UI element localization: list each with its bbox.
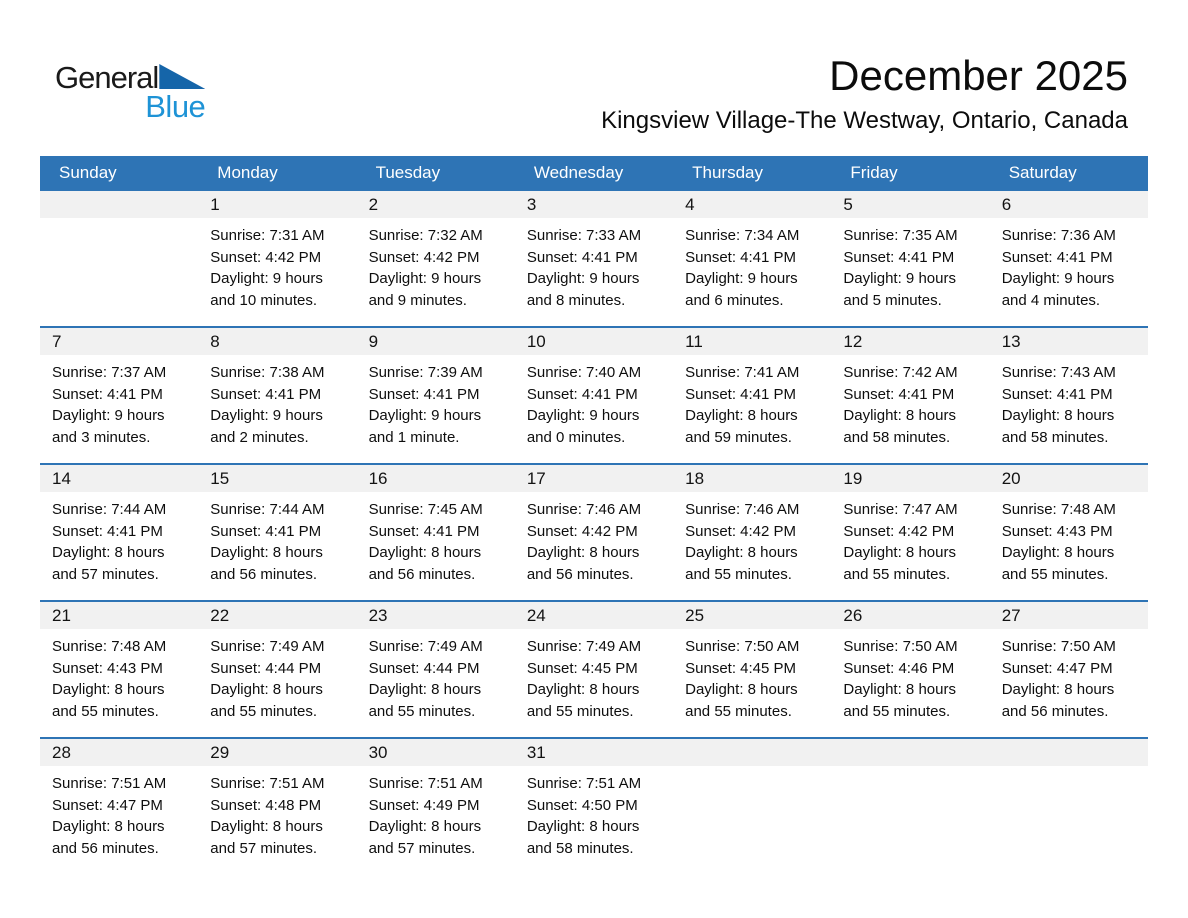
page-title: December 2025 (829, 52, 1128, 99)
sunset-text: Sunset: 4:41 PM (52, 522, 163, 540)
day-cell (673, 602, 831, 737)
daylight-line2: and 0 minutes. (526, 428, 626, 446)
day-number-band (990, 465, 1148, 492)
day-number: 15 (210, 469, 230, 489)
day-details (515, 766, 673, 859)
day-number: 5 (843, 195, 853, 215)
page-subtitle: Kingsview Village-The Westway, Ontario, Canada (601, 107, 1128, 135)
day-details (990, 492, 1148, 585)
day-details (357, 355, 515, 448)
day-details (40, 629, 198, 722)
day-details (673, 629, 831, 722)
day-number: 23 (368, 606, 388, 626)
weekday-cell (673, 156, 831, 189)
daylight-line2: and 1 minute. (368, 428, 460, 446)
day-cell (515, 328, 673, 463)
day-cell (40, 328, 198, 463)
day-number-band (990, 739, 1148, 766)
day-number-band (831, 739, 989, 766)
day-details (198, 355, 356, 448)
day-number: 7 (52, 332, 62, 352)
sunrise-text: Sunrise: 7:44 AM (210, 501, 325, 519)
day-number-band (990, 602, 1148, 629)
daylight-line1: Daylight: 9 hours (1001, 270, 1115, 288)
daylight-line2: and 55 minutes. (52, 702, 159, 720)
day-number: 16 (368, 469, 388, 489)
calendar-table (40, 156, 1148, 874)
sunset-text: Sunset: 4:41 PM (526, 385, 638, 403)
sunset-text: Sunset: 4:42 PM (210, 248, 322, 266)
day-details (40, 218, 198, 225)
sunset-text: Sunset: 4:49 PM (368, 796, 480, 814)
day-cell (357, 602, 515, 737)
day-number-band (515, 465, 673, 492)
daylight-line1: Daylight: 8 hours (52, 681, 165, 699)
day-number-band (515, 739, 673, 766)
day-number-band (40, 328, 198, 355)
day-number: 26 (843, 606, 863, 626)
week-row (40, 326, 1148, 463)
sunrise-text: Sunrise: 7:37 AM (52, 364, 167, 382)
day-number: 2 (368, 195, 379, 215)
day-number: 20 (1001, 469, 1021, 489)
day-details (990, 355, 1148, 448)
day-number-band (357, 602, 515, 629)
sunset-text: Sunset: 4:42 PM (368, 248, 480, 266)
day-cell (40, 602, 198, 737)
daylight-line2: and 3 minutes. (52, 428, 151, 446)
day-number-band (673, 465, 831, 492)
daylight-line1: Daylight: 9 hours (526, 270, 640, 288)
day-number: 3 (526, 195, 537, 215)
sunrise-text: Sunrise: 7:38 AM (210, 364, 325, 382)
logo-top-row (55, 62, 205, 93)
weekday-label: Wednesday (533, 162, 624, 182)
daylight-line1: Daylight: 9 hours (685, 270, 798, 288)
day-number-band (831, 602, 989, 629)
week-row (40, 600, 1148, 737)
day-details (198, 492, 356, 585)
weekday-cell (990, 156, 1148, 189)
daylight-line2: and 6 minutes. (685, 291, 784, 309)
day-details (673, 766, 831, 773)
day-number: 13 (1001, 332, 1021, 352)
day-cell (40, 465, 198, 600)
daylight-line1: Daylight: 8 hours (52, 818, 165, 836)
day-details (673, 492, 831, 585)
sunrise-text: Sunrise: 7:34 AM (685, 227, 800, 245)
day-number: 30 (368, 743, 388, 763)
sunset-text: Sunset: 4:45 PM (526, 659, 638, 677)
daylight-line1: Daylight: 8 hours (685, 544, 798, 562)
sunrise-text: Sunrise: 7:40 AM (526, 364, 642, 382)
day-number: 18 (685, 469, 705, 489)
day-cell (198, 739, 356, 874)
sunrise-text: Sunrise: 7:51 AM (52, 775, 167, 793)
sunrise-text: Sunrise: 7:35 AM (843, 227, 958, 245)
day-number: 21 (52, 606, 71, 626)
day-number-band (515, 191, 673, 218)
day-cell (831, 602, 989, 737)
day-details (515, 492, 673, 585)
sunset-text: Sunset: 4:47 PM (52, 796, 163, 814)
day-details (990, 218, 1148, 311)
day-number: 22 (210, 606, 230, 626)
day-number-band (198, 328, 356, 355)
daylight-line2: and 8 minutes. (526, 291, 626, 309)
daylight-line2: and 58 minutes. (1001, 428, 1109, 446)
sunrise-text: Sunrise: 7:45 AM (368, 501, 483, 519)
day-details (40, 355, 198, 448)
day-details (831, 355, 989, 448)
daylight-line2: and 57 minutes. (368, 839, 476, 857)
day-number-band (40, 191, 198, 218)
day-number: 8 (210, 332, 220, 352)
daylight-line2: and 57 minutes. (210, 839, 318, 857)
day-details (198, 766, 356, 859)
general-blue-logo (55, 62, 205, 122)
week-row (40, 189, 1148, 326)
sunset-text: Sunset: 4:41 PM (368, 522, 480, 540)
daylight-line1: Daylight: 9 hours (843, 270, 956, 288)
daylight-line1: Daylight: 8 hours (526, 818, 640, 836)
weekday-label: Sunday (59, 162, 117, 182)
day-number-band (673, 191, 831, 218)
day-number: 14 (52, 469, 71, 489)
day-cell (198, 328, 356, 463)
daylight-line2: and 56 minutes. (1001, 702, 1109, 720)
daylight-line1: Daylight: 9 hours (368, 407, 482, 425)
daylight-line2: and 56 minutes. (210, 565, 318, 583)
sunrise-text: Sunrise: 7:51 AM (368, 775, 483, 793)
sunrise-text: Sunrise: 7:32 AM (368, 227, 483, 245)
sunrise-text: Sunrise: 7:46 AM (685, 501, 800, 519)
sunrise-text: Sunrise: 7:49 AM (368, 638, 483, 656)
empty-day-cell (40, 191, 198, 326)
daylight-line1: Daylight: 8 hours (526, 681, 640, 699)
day-number: 27 (1001, 606, 1021, 626)
sunset-text: Sunset: 4:45 PM (685, 659, 797, 677)
daylight-line1: Daylight: 9 hours (210, 407, 323, 425)
day-cell (515, 465, 673, 600)
day-number-band (357, 191, 515, 218)
daylight-line2: and 55 minutes. (685, 702, 792, 720)
day-number-band (40, 465, 198, 492)
day-cell (357, 465, 515, 600)
page-header (0, 0, 1188, 135)
sunset-text: Sunset: 4:41 PM (843, 248, 955, 266)
day-number: 11 (685, 332, 703, 352)
sunrise-text: Sunrise: 7:43 AM (1001, 364, 1116, 382)
day-number-band (990, 191, 1148, 218)
day-number: 10 (526, 332, 546, 352)
sunset-text: Sunset: 4:41 PM (526, 248, 638, 266)
sunset-text: Sunset: 4:43 PM (52, 659, 163, 677)
day-number-band (357, 328, 515, 355)
weekday-label: Saturday (1008, 162, 1077, 182)
logo-triangle-icon (159, 64, 205, 89)
weekday-cell (357, 156, 515, 189)
day-details (831, 766, 989, 773)
sunrise-text: Sunrise: 7:31 AM (210, 227, 325, 245)
week-row (40, 737, 1148, 874)
day-cell (990, 191, 1148, 326)
logo-text-blue: Blue (145, 89, 206, 124)
day-cell (357, 739, 515, 874)
day-details (357, 766, 515, 859)
sunrise-text: Sunrise: 7:48 AM (1001, 501, 1116, 519)
day-details (357, 492, 515, 585)
weekday-label: Thursday (692, 162, 763, 182)
day-cell (831, 191, 989, 326)
daylight-line2: and 59 minutes. (685, 428, 792, 446)
sunset-text: Sunset: 4:41 PM (52, 385, 163, 403)
sunset-text: Sunset: 4:43 PM (1001, 522, 1113, 540)
day-details (673, 218, 831, 311)
day-number: 31 (526, 743, 546, 763)
daylight-line1: Daylight: 8 hours (52, 544, 165, 562)
day-number-band (673, 739, 831, 766)
daylight-line2: and 58 minutes. (526, 839, 634, 857)
sunrise-text: Sunrise: 7:46 AM (526, 501, 642, 519)
daylight-line1: Daylight: 8 hours (210, 681, 323, 699)
sunset-text: Sunset: 4:41 PM (368, 385, 480, 403)
sunset-text: Sunset: 4:42 PM (843, 522, 955, 540)
day-details (990, 766, 1148, 773)
daylight-line2: and 9 minutes. (368, 291, 467, 309)
daylight-line2: and 56 minutes. (526, 565, 634, 583)
sunset-text: Sunset: 4:41 PM (685, 385, 797, 403)
daylight-line1: Daylight: 9 hours (368, 270, 482, 288)
day-cell (198, 191, 356, 326)
day-number-band (198, 465, 356, 492)
day-number-band (673, 602, 831, 629)
sunrise-text: Sunrise: 7:42 AM (843, 364, 958, 382)
sunset-text: Sunset: 4:41 PM (843, 385, 955, 403)
daylight-line2: and 55 minutes. (685, 565, 792, 583)
sunset-text: Sunset: 4:50 PM (526, 796, 638, 814)
day-cell (831, 328, 989, 463)
daylight-line2: and 55 minutes. (526, 702, 634, 720)
sunrise-text: Sunrise: 7:50 AM (685, 638, 800, 656)
sunrise-text: Sunrise: 7:44 AM (52, 501, 167, 519)
daylight-line1: Daylight: 9 hours (526, 407, 640, 425)
day-cell (673, 191, 831, 326)
daylight-line2: and 10 minutes. (210, 291, 318, 309)
calendar-grid (40, 189, 1148, 874)
empty-day-cell (990, 739, 1148, 874)
day-details (198, 218, 356, 311)
daylight-line2: and 55 minutes. (1001, 565, 1109, 583)
day-cell (40, 739, 198, 874)
day-number: 12 (843, 332, 863, 352)
day-details (515, 218, 673, 311)
day-details (515, 355, 673, 448)
daylight-line2: and 55 minutes. (843, 702, 951, 720)
day-cell (515, 739, 673, 874)
sunset-text: Sunset: 4:42 PM (685, 522, 797, 540)
sunrise-text: Sunrise: 7:41 AM (685, 364, 800, 382)
day-number-band (831, 191, 989, 218)
daylight-line1: Daylight: 8 hours (843, 407, 956, 425)
daylight-line2: and 56 minutes. (368, 565, 476, 583)
daylight-line1: Daylight: 8 hours (1001, 407, 1115, 425)
weekday-cell (198, 156, 356, 189)
day-cell (515, 191, 673, 326)
sunrise-text: Sunrise: 7:47 AM (843, 501, 958, 519)
daylight-line2: and 58 minutes. (843, 428, 951, 446)
sunset-text: Sunset: 4:47 PM (1001, 659, 1113, 677)
sunrise-text: Sunrise: 7:49 AM (526, 638, 642, 656)
daylight-line2: and 55 minutes. (368, 702, 476, 720)
day-cell (357, 328, 515, 463)
day-number: 9 (368, 332, 379, 352)
weekday-cell (40, 156, 198, 189)
daylight-line1: Daylight: 8 hours (1001, 681, 1115, 699)
day-details (831, 492, 989, 585)
sunset-text: Sunset: 4:46 PM (843, 659, 955, 677)
day-number-band (831, 328, 989, 355)
weekday-label: Tuesday (375, 162, 441, 182)
day-number: 29 (210, 743, 230, 763)
day-details (831, 629, 989, 722)
daylight-line2: and 57 minutes. (52, 565, 159, 583)
day-details (357, 218, 515, 311)
logo-text-general: General (55, 60, 159, 95)
day-number-band (198, 191, 356, 218)
sunrise-text: Sunrise: 7:51 AM (210, 775, 325, 793)
day-details (515, 629, 673, 722)
day-number-band (40, 739, 198, 766)
daylight-line1: Daylight: 8 hours (368, 818, 482, 836)
day-details (40, 766, 198, 859)
sunset-text: Sunset: 4:44 PM (368, 659, 480, 677)
day-number: 25 (685, 606, 705, 626)
day-cell (515, 602, 673, 737)
day-cell (990, 465, 1148, 600)
sunset-text: Sunset: 4:41 PM (210, 522, 322, 540)
daylight-line1: Daylight: 8 hours (368, 544, 482, 562)
daylight-line1: Daylight: 8 hours (210, 818, 323, 836)
day-details (990, 629, 1148, 722)
sunset-text: Sunset: 4:41 PM (1001, 248, 1113, 266)
sunrise-text: Sunrise: 7:39 AM (368, 364, 483, 382)
daylight-line1: Daylight: 8 hours (368, 681, 482, 699)
daylight-line2: and 56 minutes. (52, 839, 159, 857)
day-number: 17 (526, 469, 546, 489)
day-number-band (831, 465, 989, 492)
weekday-label: Friday (850, 162, 898, 182)
day-details (40, 492, 198, 585)
day-number: 28 (52, 743, 71, 763)
sunrise-text: Sunrise: 7:51 AM (526, 775, 642, 793)
day-number: 19 (843, 469, 863, 489)
daylight-line1: Daylight: 8 hours (843, 681, 956, 699)
day-details (673, 355, 831, 448)
day-details (357, 629, 515, 722)
daylight-line2: and 5 minutes. (843, 291, 942, 309)
day-details (198, 629, 356, 722)
sunset-text: Sunset: 4:41 PM (1001, 385, 1113, 403)
day-cell (831, 465, 989, 600)
day-number-band (673, 328, 831, 355)
day-cell (357, 191, 515, 326)
day-number-band (40, 602, 198, 629)
weekday-header-row (40, 156, 1148, 189)
sunrise-text: Sunrise: 7:50 AM (843, 638, 958, 656)
sunrise-text: Sunrise: 7:33 AM (526, 227, 642, 245)
daylight-line1: Daylight: 8 hours (1001, 544, 1115, 562)
day-number-band (990, 328, 1148, 355)
sunrise-text: Sunrise: 7:50 AM (1001, 638, 1116, 656)
sunset-text: Sunset: 4:41 PM (210, 385, 322, 403)
weekday-cell (831, 156, 989, 189)
day-cell (673, 328, 831, 463)
day-cell (198, 602, 356, 737)
day-number: 1 (210, 195, 220, 215)
weekday-cell (515, 156, 673, 189)
daylight-line2: and 55 minutes. (210, 702, 318, 720)
day-details (831, 218, 989, 311)
day-number-band (357, 739, 515, 766)
day-number-band (515, 328, 673, 355)
daylight-line2: and 55 minutes. (843, 565, 951, 583)
weekday-label: Monday (217, 162, 278, 182)
daylight-line1: Daylight: 8 hours (685, 407, 798, 425)
daylight-line2: and 4 minutes. (1001, 291, 1101, 309)
day-number-band (198, 602, 356, 629)
day-cell (673, 465, 831, 600)
day-number: 6 (1001, 195, 1012, 215)
day-cell (990, 602, 1148, 737)
daylight-line1: Daylight: 8 hours (526, 544, 640, 562)
empty-day-cell (831, 739, 989, 874)
day-number-band (357, 465, 515, 492)
week-row (40, 463, 1148, 600)
daylight-line1: Daylight: 8 hours (843, 544, 956, 562)
daylight-line1: Daylight: 9 hours (210, 270, 323, 288)
sunset-text: Sunset: 4:41 PM (685, 248, 797, 266)
day-number-band (515, 602, 673, 629)
day-cell (198, 465, 356, 600)
title-block (601, 52, 1128, 135)
day-cell (990, 328, 1148, 463)
day-number: 24 (526, 606, 546, 626)
sunset-text: Sunset: 4:44 PM (210, 659, 322, 677)
daylight-line1: Daylight: 8 hours (210, 544, 323, 562)
sunset-text: Sunset: 4:42 PM (526, 522, 638, 540)
sunrise-text: Sunrise: 7:48 AM (52, 638, 167, 656)
sunset-text: Sunset: 4:48 PM (210, 796, 322, 814)
sunrise-text: Sunrise: 7:49 AM (210, 638, 325, 656)
day-number: 4 (685, 195, 695, 215)
sunrise-text: Sunrise: 7:36 AM (1001, 227, 1116, 245)
daylight-line2: and 2 minutes. (210, 428, 309, 446)
daylight-line1: Daylight: 8 hours (685, 681, 798, 699)
empty-day-cell (673, 739, 831, 874)
daylight-line1: Daylight: 9 hours (52, 407, 165, 425)
day-number-band (198, 739, 356, 766)
